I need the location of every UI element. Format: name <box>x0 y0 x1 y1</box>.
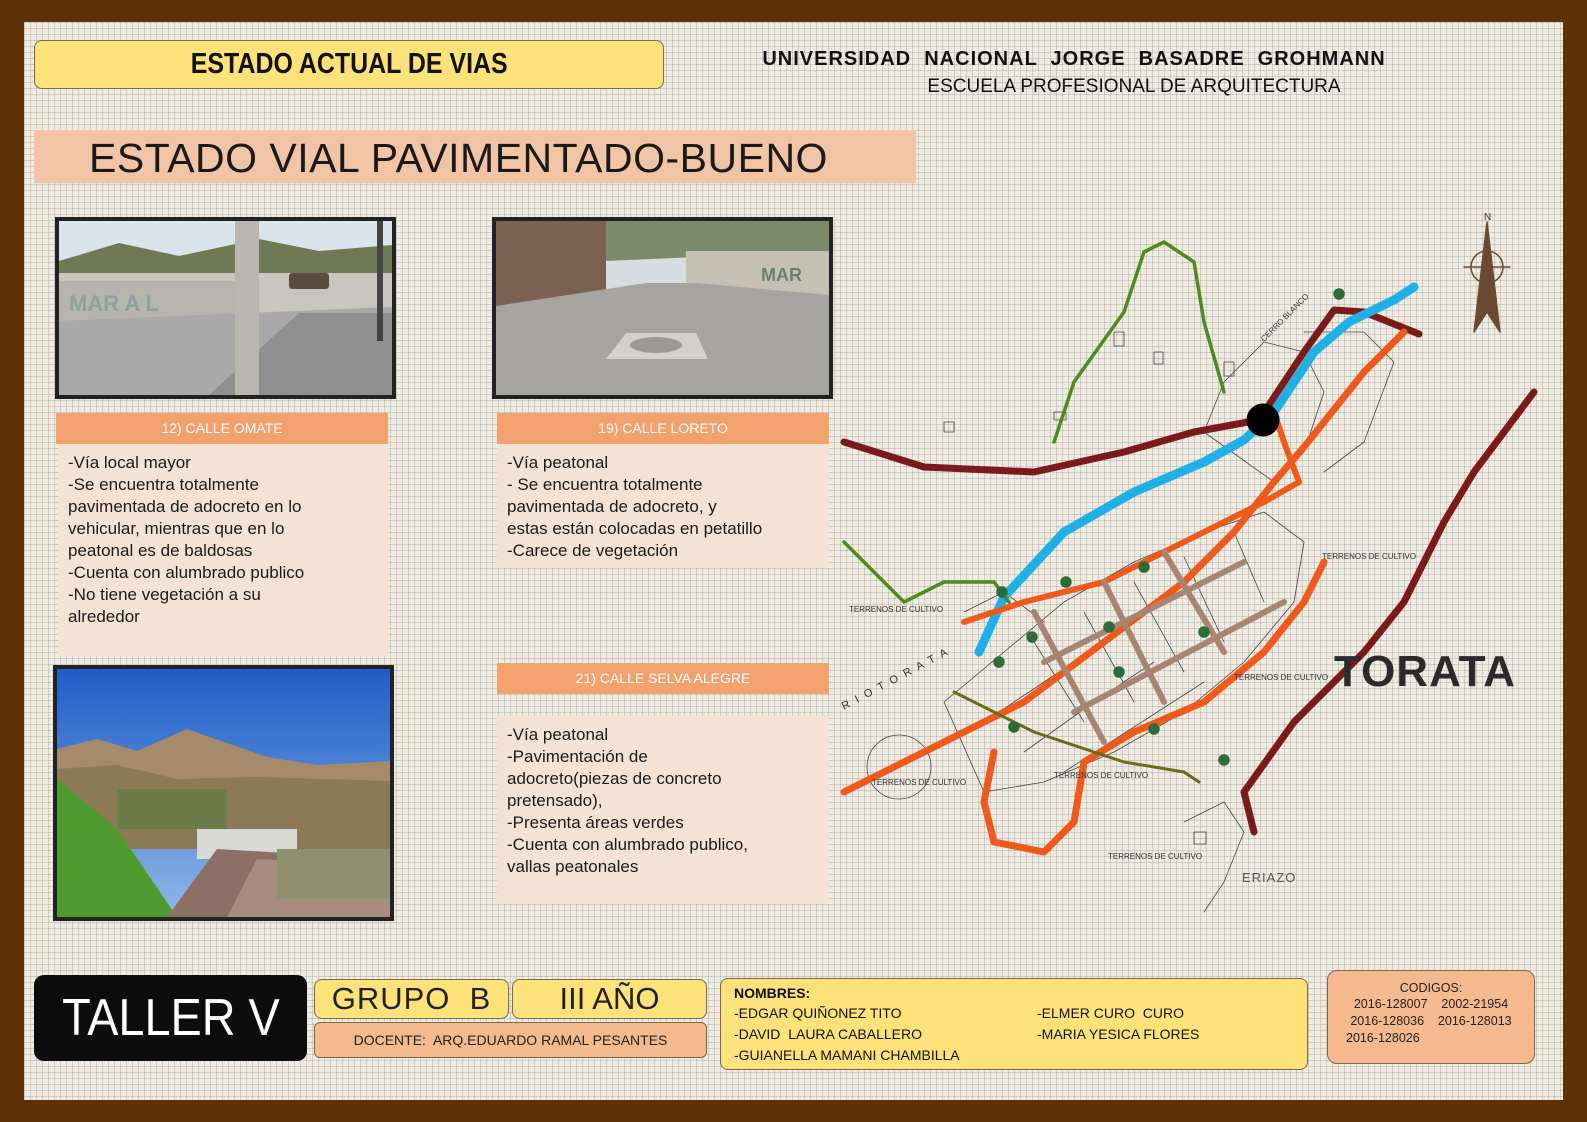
photo-calle-selva-alegre <box>53 665 394 921</box>
anio-box: III AÑO <box>512 979 707 1019</box>
svg-text:MAR: MAR <box>761 265 802 285</box>
school-name: ESCUELA PROFESIONAL DE ARQUITECTURA <box>927 76 1341 97</box>
street-photo-loreto-graphic <box>496 221 829 395</box>
university-name: UNIVERSIDAD NACIONAL JORGE BASADRE GROHMANN <box>762 48 1386 70</box>
taller-text: TALLER V <box>61 989 280 1047</box>
north-arrow-icon <box>1464 222 1510 332</box>
map-label-cultivo-5: TERRENOS DE CULTIVO <box>1054 771 1149 780</box>
nombres-title: NOMBRES: <box>734 985 811 1001</box>
codigo-row: 2016-128036 2016-128013 <box>1350 1014 1512 1028</box>
desc-line: -Vía peatonal <box>507 453 609 472</box>
header-title <box>34 40 664 89</box>
map-label-north: N <box>1484 212 1492 223</box>
photo-calle-omate <box>55 217 396 399</box>
map-label-eriazo: ERIAZO <box>1242 870 1297 885</box>
nombre-item: -GUIANELLA MAMANI CHAMBILLA <box>734 1047 960 1063</box>
codigo-row: 2016-128007 2002-21954 <box>1353 997 1509 1011</box>
desc-line: alrededor <box>68 607 140 626</box>
main-heading <box>34 130 916 183</box>
street-photo-omate-graphic <box>59 221 392 395</box>
docente-box: DOCENTE: ARQ.EDUARDO RAMAL PESANTES <box>314 1022 707 1058</box>
desc-calle-selva-alegre <box>497 716 829 904</box>
town-map <box>804 182 1544 942</box>
map-trees <box>994 289 1344 765</box>
desc-line: peatonal es de baldosas <box>68 541 253 560</box>
road-green-north <box>1054 242 1224 442</box>
desc-line: -Cuenta con alumbrado publico, <box>507 835 748 854</box>
desc-line: -Presenta áreas verdes <box>507 813 684 832</box>
nombres-box <box>720 978 1308 1070</box>
nombre-item: -EDGAR QUIÑONEZ TITO <box>734 1005 902 1021</box>
label-calle-omate: 12) CALLE OMATE <box>56 413 388 444</box>
street-photo-selva-alegre-graphic <box>57 669 390 917</box>
map-label-cultivo-2: TERRENOS DE CULTIVO <box>1322 552 1417 561</box>
desc-line: - Se encuentra totalmente <box>507 475 703 494</box>
map-label-cerro: CERRO BLANCO <box>1259 291 1311 344</box>
desc-line: vallas peatonales <box>507 857 639 876</box>
desc-line: -Vía peatonal <box>507 725 609 744</box>
desc-line: -Vía local mayor <box>68 453 191 472</box>
poster-sheet <box>24 22 1563 1100</box>
desc-line: -No tiene vegetación a su <box>68 585 261 604</box>
label-calle-selva-alegre: 21) CALLE SELVA ALEGRE <box>497 663 829 694</box>
desc-line: -Cuenta con alumbrado publico <box>68 563 305 582</box>
map-roundabout-marker <box>1247 404 1279 436</box>
road-green-west <box>844 542 1009 602</box>
nombre-item: -MARIA YESICA FLORES <box>1037 1026 1200 1042</box>
desc-line: pavimentada de adocreto, y <box>507 497 717 516</box>
desc-line: estas están colocadas en petatillo <box>507 519 763 538</box>
desc-calle-loreto <box>497 444 829 568</box>
codigo-row: 2016-128026 <box>1346 1031 1420 1045</box>
header-title-text: ESTADO ACTUAL DE VIAS <box>190 48 508 80</box>
road-orange-main <box>844 332 1404 792</box>
map-label-rio: R I O T O R A T A <box>839 645 952 713</box>
nombre-item: -DAVID LAURA CABALLERO <box>734 1026 923 1042</box>
desc-line: -Pavimentación de <box>507 747 648 766</box>
map-label-cultivo-4: TERRENOS DE CULTIVO <box>872 778 967 787</box>
map-label-cultivo-6: TERRENOS DE CULTIVO <box>1108 852 1203 861</box>
desc-line: pretensado), <box>507 791 603 810</box>
desc-line: -Carece de vegetación <box>507 541 679 560</box>
taller-badge <box>34 975 307 1061</box>
desc-line: -Se encuentra totalmente <box>68 475 259 494</box>
codigos-title: CODIGOS: <box>1399 981 1463 995</box>
svg-text:MAR A L: MAR A L <box>69 291 160 316</box>
desc-line: pavimentada de adocreto en lo <box>68 497 302 516</box>
nombre-item: -ELMER CURO CURO <box>1037 1005 1185 1021</box>
label-calle-loreto: 19) CALLE LORETO <box>497 413 829 444</box>
desc-calle-omate <box>58 444 388 656</box>
photo-calle-loreto <box>492 217 833 399</box>
desc-line: vehicular, mientras que en lo <box>68 519 285 538</box>
desc-line: adocreto(piezas de concreto <box>507 769 722 788</box>
codigos-box <box>1327 970 1535 1064</box>
map-label-cultivo-1: TERRENOS DE CULTIVO <box>849 605 944 614</box>
main-heading-text: ESTADO VIAL PAVIMENTADO-BUENO <box>89 135 828 181</box>
map-label-cultivo-3: TERRENOS DE CULTIVO <box>1234 673 1329 682</box>
grupo-box: GRUPO B <box>314 979 509 1019</box>
town-name: TORATA <box>1334 647 1516 696</box>
